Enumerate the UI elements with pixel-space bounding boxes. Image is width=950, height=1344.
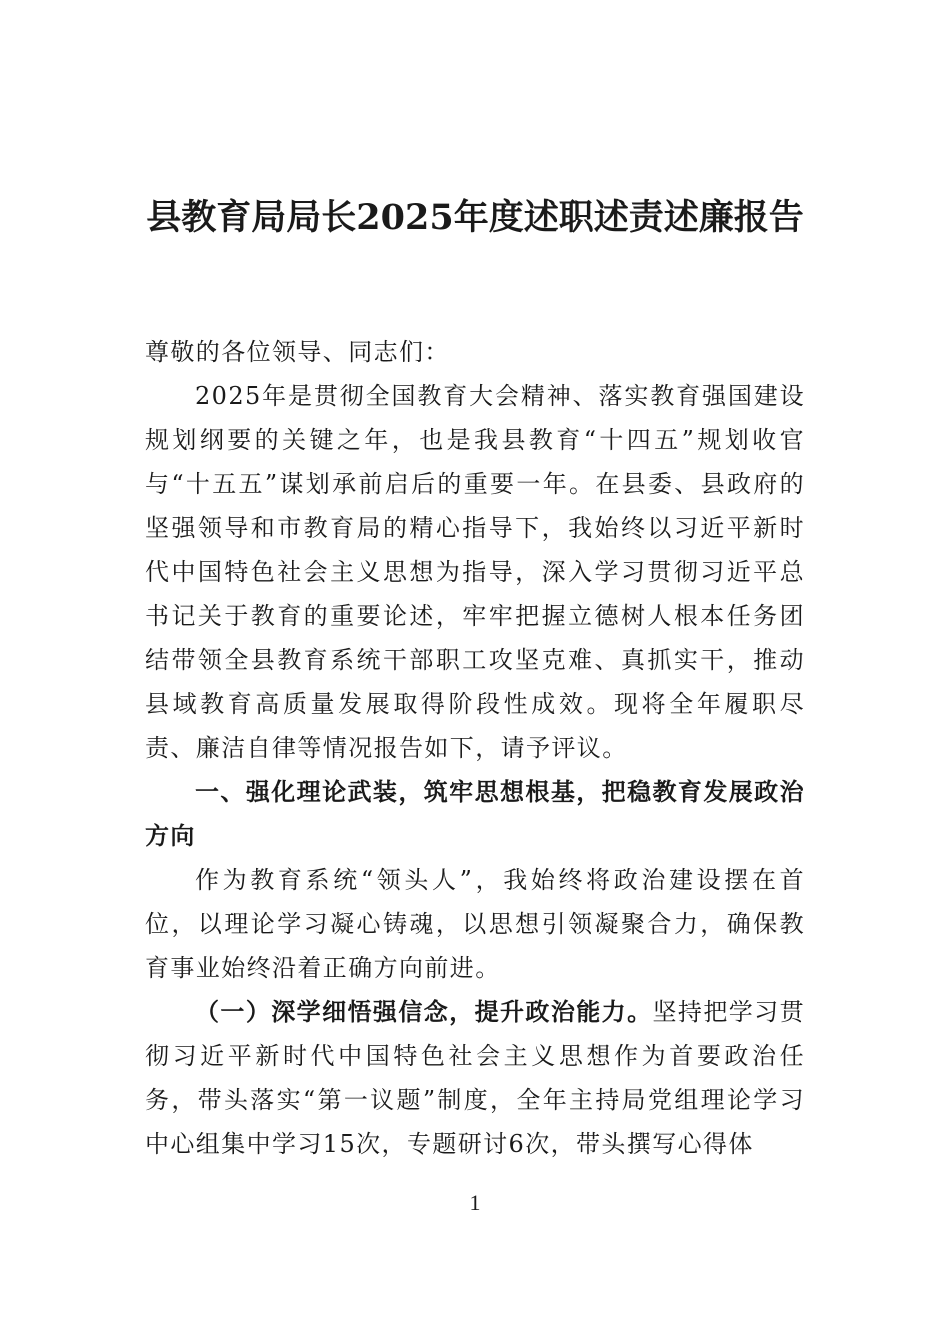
- page-number: 1: [469, 1190, 481, 1215]
- subsection-1-paragraph: [145, 990, 805, 1166]
- section-1-paragraph: 作为教育系统“领头人”，我始终将政治建设摆在首位，以理论学习凝心铸魂，以思想引领凝聚合力，确保教育事业始终沿着正确方向前进。: [145, 866, 805, 982]
- subsection-heading-1: （一）深学细悟强信念，提升政治能力。: [195, 998, 653, 1026]
- section-heading-1: 一、强化理论武装，筑牢思想根基，把稳教育发展政治方向: [145, 778, 805, 850]
- intro-paragraph: 2025年是贯彻全国教育大会精神、落实教育强国建设规划纲要的关键之年，也是我县教育“十四五”规划收官与“十五五”谋划承前启后的重要一年。在县委、县政府的坚强领导和市教育局的精心指导下，我始终以习近平新时代中国特色社会主义思想为指导，深入学习贯彻习近平总书记关于教育的重要论述，牢牢把握立德树人根本任务团结带领全县教育系统干部职工攻坚克难、真抓实干，推动县域教育高质量发展取得阶段性成效。现将全年履职尽责、廉洁自律等情况报告如下，请予评议。: [145, 382, 805, 762]
- subsection-1-text: 坚持把学习贯彻习近平新时代中国特色社会主义思想作为首要政治任务，带头落实“第一议题”制度，全年主持局党组理论学习中心组集中学习15次，专题研讨6次，带头撰写心得体: [145, 998, 806, 1158]
- document-title: 县教育局局长2025年度述职述责述廉报告: [146, 197, 804, 238]
- document-body: [145, 330, 805, 1166]
- greeting: 尊敬的各位领导、同志们：: [145, 338, 450, 366]
